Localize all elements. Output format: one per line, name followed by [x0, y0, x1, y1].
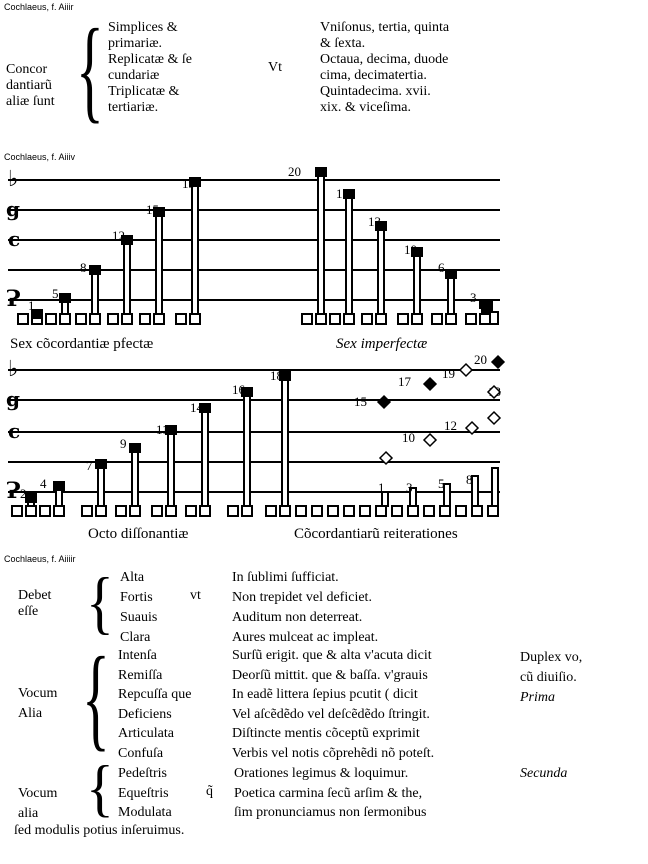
side-note-secunda: Secunda [520, 766, 568, 781]
interval-number: 4 [40, 476, 47, 491]
note-stem [444, 484, 450, 506]
side-note-line: cũ diuiſio. [520, 670, 577, 685]
imperfect-concordances-label: Sex imperfectæ [336, 336, 428, 352]
note-stem [154, 314, 164, 324]
note-stem [280, 506, 290, 516]
kind-item: Confuſa [118, 745, 164, 761]
note-stem [12, 506, 22, 516]
diamond-note [492, 356, 504, 368]
brace-group-2: { [82, 632, 110, 762]
interval-number: 9 [120, 436, 127, 451]
quality-item: Clara [120, 630, 151, 645]
voice-kinds [118, 646, 191, 763]
quality-desc: Auditum non deterreat. [232, 610, 363, 625]
note-stem [432, 314, 442, 324]
note-stem [54, 506, 64, 516]
interval-number: 10 [402, 430, 415, 445]
kind-line-1: Simplices & [108, 20, 178, 35]
delivery-kinds [118, 764, 172, 823]
quality-desc: In ſublimi ſufficiat. [232, 570, 339, 585]
quality-desc: Non trepidet vel deficiet. [232, 590, 372, 605]
kind-line-5: Triplicatæ & [108, 84, 180, 99]
note-stem [200, 506, 210, 516]
note-stem [446, 314, 456, 324]
note-stem [392, 506, 402, 516]
note-stem [362, 314, 372, 324]
group2-label-line-1: Vocum [18, 686, 58, 701]
example-line-6: xix. & viceſima. [320, 100, 411, 115]
diamond-note [424, 434, 436, 446]
note-stem [412, 314, 422, 324]
vt-word-2: vt [190, 588, 201, 603]
svg-text:♭: ♭ [8, 356, 19, 382]
perfect-concordances-label: Sex cõcordantiæ pfectæ [10, 336, 154, 352]
note-stem [26, 494, 36, 502]
note-stem [54, 482, 64, 490]
note-stem [282, 372, 288, 506]
quality-item: Alta [120, 570, 145, 585]
note-stem [176, 314, 186, 324]
note-stem [186, 506, 196, 516]
example-line-3: Octaua, decima, duode [320, 52, 449, 67]
q-mark: q̃ [206, 784, 213, 799]
interval-number: 20 [474, 352, 487, 367]
note-stem [398, 314, 408, 324]
interval-number: 10 [404, 242, 417, 257]
note-stem [108, 314, 118, 324]
vocum-alia-label-2 [18, 784, 57, 824]
interval-number: 20 [288, 164, 301, 179]
interval-number: 8 [80, 260, 87, 275]
note-stem [90, 314, 100, 324]
note-stem [26, 506, 36, 516]
diamond-note [488, 412, 500, 424]
left-label-line-1: Concor [6, 62, 48, 77]
delivery-descriptions [234, 764, 426, 823]
interval-number: 18 [270, 368, 283, 383]
example-line-2: & ſexta. [320, 36, 366, 51]
interval-number: 12 [444, 418, 457, 433]
group2-label-line-2: Alia [18, 706, 43, 721]
debet-esse-label [18, 588, 51, 620]
diamond-notes [378, 356, 504, 464]
note-stem [168, 426, 174, 506]
note-stem [318, 168, 324, 314]
interval-number: 11 [156, 422, 169, 437]
concordance-kinds [108, 20, 192, 116]
delivery-item: Modulata [118, 805, 172, 820]
caption-section-2: Cochlaeus, f. Aiiiv [4, 152, 76, 162]
note-stem [130, 506, 140, 516]
kind-desc: Vel aſcẽdẽdo vel deſcẽdẽdo ſtringit. [232, 706, 430, 722]
note-stem [192, 178, 198, 314]
group1-label-line-1: Debet [18, 588, 52, 603]
note-stem [480, 314, 490, 324]
note-stems-2 [12, 372, 498, 516]
closing-line: ſed modulis potius inſeruimus. [14, 823, 185, 838]
note-stem [346, 190, 352, 314]
interval-number: 3 [406, 480, 413, 495]
svg-text:c: c [8, 227, 21, 251]
kind-desc: Deorſũ mittit. que & baſſa. v'grauis [232, 667, 428, 683]
note-stem [46, 314, 56, 324]
side-note-line: Duplex vo, [520, 650, 583, 665]
quality-desc: Aures mulceat ac impleat. [232, 630, 379, 645]
group3-label-line-2: alia [18, 806, 39, 821]
interval-number: 3 [470, 290, 477, 305]
interval-number: 16 [232, 382, 245, 397]
interval-number: 14 [190, 400, 203, 415]
vocum-alia-label [18, 684, 57, 724]
staff-lines-2 [8, 370, 500, 492]
kind-item: Repcuſſa que [118, 687, 192, 702]
note-stem [316, 168, 326, 176]
delivery-desc: Poetica carmina ſecũ arſim & the, [234, 785, 423, 801]
example-line-1: Vniſonus, tertia, quinta [320, 20, 450, 35]
note-stem [190, 314, 200, 324]
note-stem [228, 506, 238, 516]
interval-number: 13 [368, 214, 381, 229]
note-stem [344, 314, 354, 324]
clef-signs-2 [6, 356, 21, 504]
note-stem [456, 506, 466, 516]
note-stem [90, 266, 100, 274]
concordantiae-label [6, 62, 55, 110]
note-stem [472, 506, 482, 516]
vt-word: Vt [268, 60, 282, 75]
interval-number: 19 [442, 366, 455, 381]
note-stem [152, 506, 162, 516]
interval-number: 6 [438, 260, 445, 275]
interval-number: 15 [146, 202, 159, 217]
note-stem [376, 506, 386, 516]
group3-label-line-1: Vocum [18, 786, 58, 801]
interval-number: 12 [112, 228, 125, 243]
note-stem [244, 388, 250, 506]
note-stem [122, 314, 132, 324]
delivery-item: Pedeſtris [118, 766, 167, 781]
note-stem [424, 506, 434, 516]
note-stem [96, 460, 106, 468]
delivery-item: Equeſtris [118, 785, 169, 801]
note-stem [330, 314, 340, 324]
quality-descriptions [232, 568, 378, 648]
interval-number: 1 [378, 480, 385, 495]
example-line-5: Quintadecima. xvii. [320, 84, 431, 99]
diamond-note [424, 378, 436, 390]
kind-item: Deficiens [118, 706, 172, 722]
note-stem [116, 506, 126, 516]
svg-text:c: c [8, 419, 21, 443]
diamond-note [460, 364, 472, 376]
note-stem [40, 506, 50, 516]
note-stem [140, 314, 150, 324]
note-stem [202, 404, 208, 506]
note-stem [466, 314, 476, 324]
left-label-line-2: dantiarũ [6, 78, 52, 93]
svg-text:g: g [6, 197, 20, 221]
brace-left: { [76, 4, 104, 134]
note-stem [60, 294, 70, 302]
note-stem [446, 270, 456, 278]
interval-number: 8 [466, 472, 473, 487]
interval-number: 2 [20, 486, 27, 501]
kind-descriptions [232, 646, 434, 763]
caption-section-1: Cochlaeus, f. Aiiir [4, 2, 74, 12]
note-stem [490, 312, 498, 324]
note-stem [378, 222, 384, 314]
quality-item: Fortis [120, 590, 153, 605]
svg-text:♭: ♭ [8, 166, 19, 192]
interval-number: 19 [182, 176, 195, 191]
note-stem [124, 236, 130, 314]
kind-line-6: tertiariæ. [108, 100, 159, 115]
note-stem [296, 506, 306, 516]
interval-number: 17 [336, 186, 349, 201]
note-stem [266, 506, 276, 516]
quality-item: Suauis [120, 610, 158, 625]
note-stem [328, 506, 338, 516]
kind-desc: Surſũ erigit. que & alta v'acuta dicit [232, 648, 432, 663]
kind-desc: Verbis vel notis cõprehẽdi nõ poteſt. [232, 745, 435, 761]
note-stem [482, 302, 492, 312]
note-stem [312, 506, 322, 516]
caption-section-3: Cochlaeus, f. Aiiiir [4, 554, 76, 564]
note-stem [408, 506, 418, 516]
concordance-examples [320, 20, 449, 116]
interval-number: 5 [438, 476, 445, 491]
svg-text:Ɂ: Ɂ [6, 286, 21, 312]
note-stem [76, 314, 86, 324]
example-line-4: cima, decimatertia. [320, 68, 427, 83]
note-stem [316, 314, 326, 324]
side-note [520, 648, 582, 708]
note-stem [492, 468, 498, 506]
kind-item: Remiſſa [118, 667, 163, 683]
note-stem [302, 314, 312, 324]
interval-number: 7 [86, 458, 93, 473]
kind-line-4: cundariæ [108, 68, 160, 83]
note-stem [130, 444, 140, 452]
interval-number: 5 [52, 286, 59, 301]
note-stem [96, 506, 106, 516]
interval-number: 17 [398, 374, 411, 389]
interval-diagram-1 [0, 162, 648, 352]
note-stem [414, 248, 420, 314]
interval-numbers-2 [20, 352, 501, 501]
svg-text:Ɂ: Ɂ [6, 478, 21, 504]
note-stem [344, 506, 354, 516]
note-stem [132, 444, 138, 506]
clef-signs-1 [6, 166, 21, 312]
note-stem [440, 506, 450, 516]
kind-desc: In eadẽ littera ſepius pcutit ( dicit [232, 687, 418, 702]
interval-number: 15 [354, 394, 367, 409]
diamond-note [378, 396, 390, 408]
left-label-line-3: aliæ ſunt [6, 94, 55, 109]
note-stem [472, 476, 478, 506]
note-stem [242, 506, 252, 516]
group1-label-line-2: eſſe [18, 604, 39, 619]
brace-group-3: { [86, 751, 114, 824]
kind-line-2: primariæ. [108, 36, 163, 51]
delivery-desc: Orationes legimus & loquimur. [234, 766, 409, 781]
dissonances-label: Octo diſſonantiæ [88, 526, 189, 542]
staff-lines-1 [8, 180, 500, 300]
kind-desc: Diſtincte mentis cõceptũ exprimit [232, 726, 420, 741]
kind-line-3: Replicatæ & ſe [108, 52, 192, 67]
note-stem [360, 506, 370, 516]
interval-number: 1 [28, 298, 35, 313]
note-stem [166, 506, 176, 516]
note-stem [156, 208, 162, 314]
note-stem [18, 314, 28, 324]
interval-diagram-2 [0, 348, 648, 544]
side-note-prima: Prima [520, 690, 555, 705]
note-stem [488, 506, 498, 516]
note-stem [376, 314, 386, 324]
svg-text:g: g [6, 387, 20, 411]
kind-item: Articulata [118, 726, 174, 741]
note-stem [60, 314, 70, 324]
reiterations-label: Cõcordantiarũ reiterationes [294, 526, 458, 542]
note-stem [82, 506, 92, 516]
voice-qualities [120, 568, 157, 648]
brace-group-1: { [86, 563, 114, 642]
delivery-desc: ſim pronunciamus non ſermonibus [234, 805, 427, 820]
kind-item: Intenſa [118, 648, 157, 663]
